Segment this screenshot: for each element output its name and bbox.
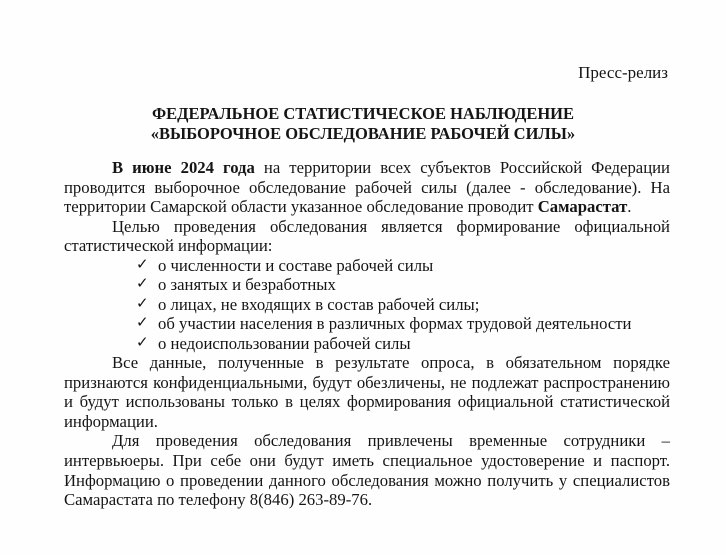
- goal-paragraph: Целью проведения обследования является формирование официальной статистической информации:: [64, 216, 670, 256]
- checkmark-icon: ✓: [136, 256, 149, 273]
- organization-name: Самарастат: [537, 197, 628, 217]
- goal-list: [64, 256, 670, 353]
- list-item: [136, 256, 670, 275]
- list-item-text: о занятых и безработных: [158, 275, 336, 295]
- list-item: [136, 295, 670, 314]
- contact-paragraph: Для проведения обследования привлечены временные сотрудники – интервьюеры. При себе они будут иметь специальное удостоверение и паспорт. Информацию о проведении данного обследования можно получить у специалистов Самарастата по телефону 8(846) 263-89-76.: [64, 431, 670, 510]
- confidentiality-paragraph: Все данные, полученные в результате опроса, в обязательном порядке признаются конфиденциальными, будут обезличены, не подлежат распространению и будут использованы только в целях формирования официальной статистической информации.: [64, 353, 670, 431]
- checkmark-icon: ✓: [136, 276, 149, 293]
- document-title: [0, 104, 726, 144]
- list-item-text: о численности и составе рабочей силы: [158, 255, 434, 275]
- list-item: [136, 314, 670, 333]
- document-body: [64, 158, 670, 510]
- intro-text: на территории всех субъектов Российской Федерации проводится выборочное обследование рабочей силы (далее - обследование). На территории Самарской области указанное обследование проводит: [64, 158, 670, 217]
- list-item-text: об участии населения в различных формах трудовой деятельности: [158, 314, 632, 334]
- title-line-2: «ВЫБОРОЧНОЕ ОБСЛЕДОВАНИЕ РАБОЧЕЙ СИЛЫ»: [150, 124, 576, 143]
- list-item-text: о недоиспользовании рабочей силы: [158, 333, 411, 353]
- list-item-text: о лицах, не входящих в состав рабочей силы;: [158, 294, 480, 314]
- checkmark-icon: ✓: [136, 334, 149, 351]
- intro-paragraph: [64, 158, 670, 217]
- list-item: [136, 275, 670, 294]
- checkmark-icon: ✓: [136, 315, 149, 332]
- title-line-1: ФЕДЕРАЛЬНОЕ СТАТИСТИЧЕСКОЕ НАБЛЮДЕНИЕ: [151, 104, 575, 123]
- intro-end: .: [627, 197, 632, 217]
- press-release-label: Пресс-релиз: [578, 63, 668, 82]
- checkmark-icon: ✓: [136, 295, 149, 312]
- list-item: [136, 334, 670, 353]
- survey-date: В июне 2024 года: [112, 158, 255, 177]
